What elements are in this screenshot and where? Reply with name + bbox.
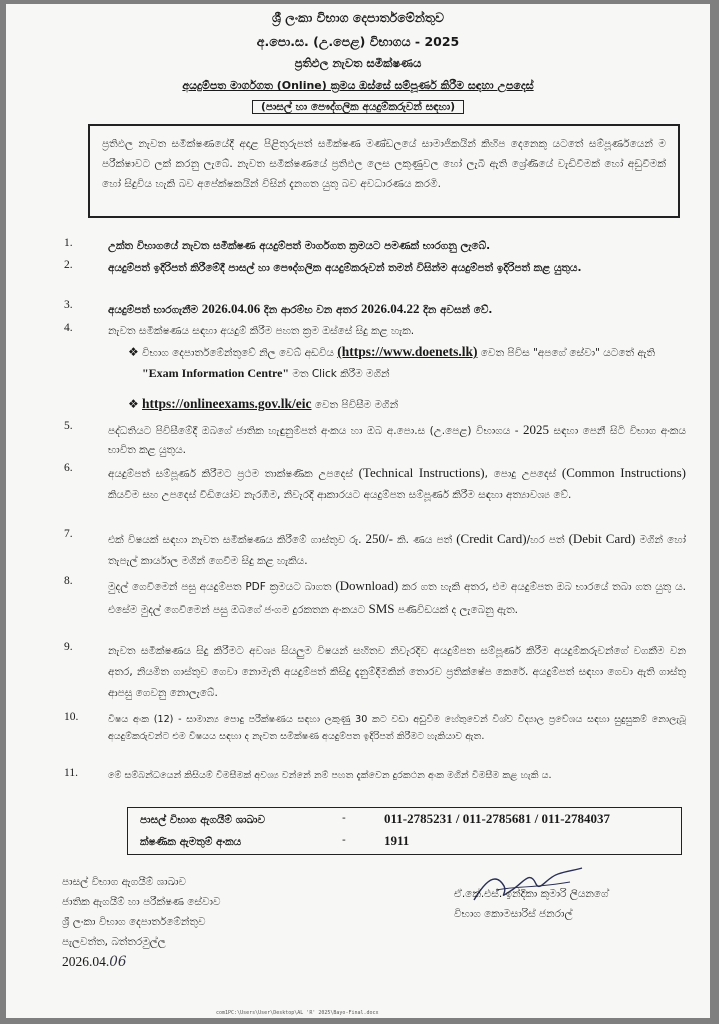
item-text: එක් විෂයක් සඳහා නැවත සමීක්ෂණය කිරීමේ ගාස්තුව රු. xyxy=(108,534,366,546)
exam-title: අ.පො.ස. (උ.පෙළ) විභාගය - 2025 xyxy=(256,34,460,49)
contact-row: ක්ෂණික ඇමතුම් අංකය - 1911 xyxy=(140,833,410,848)
diamond-bullet-icon: ❖ xyxy=(128,345,139,359)
handwritten-day: 06 xyxy=(109,954,127,970)
item-text: පද්ධතියට පිවිසීමේදී ඔබගේ ජාතික හැඳුනුම්පත් අංකය හා ඔබ අ.පො.ස (උ.පෙළ) විභාගය - xyxy=(108,425,524,437)
contact-label: ක්ෂණික ඇමතුම් අංකය xyxy=(140,836,242,848)
item-text: අයදුම්පත් භාරගැනීම xyxy=(108,304,202,316)
item-number: 7. xyxy=(64,528,73,540)
item-text: අයදුම්පත් ඉදිරිපත් කිරීමේදී පාසල් හා පෞද්ගලික අයදුම්කරුවන් තමන් විසින්ම අයදුම්පත් ඉදිරිපත් කළ යුතුය. xyxy=(108,262,582,274)
contact-label: පාසල් විභාග ඇගයීම් ශාඛාව xyxy=(140,814,266,826)
exam-info-centre-label: "Exam Information Centre" xyxy=(142,366,290,380)
item-text: මේ සම්බන්ධයෙන් කිසියම් විමසීමක් අවශ්‍ය වන්නේ නම් පහත දැක්වෙන දුරකථන අංක මගින් විමසීම කළ හැකි ය. xyxy=(108,770,552,781)
item-number: 3. xyxy=(64,299,73,311)
instructions-title: අයදුම්පත මාර්ගගත (Online) ක්‍රමය ඔස්සේ සම්පූර්ණ කිරීම සඳහා උපදෙස් xyxy=(182,79,534,92)
onlineexams-link[interactable]: https://onlineexams.gov.lk/eic xyxy=(142,396,312,411)
item-text: නැවත සමීක්ෂණය සඳහා අයදුම් කිරීම පහත ක්‍රම ඔස්සේ සිදු කළ හැක. xyxy=(108,325,415,337)
doenets-link[interactable]: (https://www.doenets.lk) xyxy=(337,344,478,359)
item-number: 9. xyxy=(64,641,73,653)
notice-box: ප්‍රතිඵල නැවත සමීක්ෂණයේදී අදාළ පිළිතුරුපත් සමීක්ෂණ මණ්ඩලයේ සාමාජිකයින් කිහිප දෙනෙකු යටතේ සම්පූර්ණයෙන් ම පරීක්ෂාවට ලක් කරනු ලැබේ. නැවත සමීක්ෂණයේ ප්‍රතිඵල ලෙස ලකුණුවල හෝ ලැබී ඇති ශ්‍රේණියේ වැඩිවීමක් හෝ අඩුවීමක් හෝ සිදුවිය හැකි බව අපේක්ෂකයින් විසින් දැනගත යුතු බව අවධාරණය කරමි. xyxy=(88,124,680,218)
item-number: 4. xyxy=(64,322,73,334)
item-number: 6. xyxy=(64,462,73,474)
bullet-doenets: ❖ විභාග දෙපාර්තමේන්තුවේ නිල වෙබ් අඩවිය (https://www.doenets.lk) වෙත පිවිස "අපගේ සේවා" යටතේ ඇති "Exam Information Centre" මත Click කිරීම මගින් xyxy=(128,344,656,380)
recorrection-title: ප්‍රතිඵල නැවත සමීක්ෂණය xyxy=(294,56,422,70)
item-number: 11. xyxy=(64,767,78,779)
file-path: com1PC:\Users\User\Desktop\AL 'R' 2025\Bayo-Final.docx xyxy=(216,1010,379,1016)
contact-table xyxy=(127,807,682,855)
applicant-scope-box: (පාසල් හා පෞද්ගලික අයදුම්කරුවන් සඳහා) xyxy=(252,100,464,114)
issuing-office: පාසල් විභාග ඇගයීම් ශාඛාව ජාතික ඇගයීම් හා පරීක්ෂණ සේවාව ශ්‍රී ලංකා විභාග දෙපාර්තමේන්තුව පැලවත්ත, බත්තරමුල්ල 2026.04.06 xyxy=(62,876,221,970)
document-page: ශ්‍රී ලංකා විභාග දෙපාර්තමේන්තුව අ.පො.ස. (උ.පෙළ) විභාගය - 2025 ප්‍රතිඵල නැවත සමීක්ෂණය අයදුම්පත මාර්ගගත (Online) ක්‍රමය ඔස්සේ සම්පූර්ණ කිරීම සඳහා උපදෙස් (පාසල් හා පෞද්ගලික අයදුම්කරුවන් සඳහා) ප්‍රතිඵල නැවත සමීක්ෂණයේදී අදාළ පිළිතුරුපත් සමීක්ෂණ මණ්ඩලයේ සාමාජිකයින් කිහිප දෙනෙකු යටතේ සම්පූර්ණයෙන් ම පරීක්ෂාවට ලක් කරනු ලැබේ. නැවත සමීක්ෂණයේ ප්‍රතිඵල ලෙස ලකුණුවල හෝ ලැබී ඇති ශ්‍රේණියේ වැඩිවීමක් හෝ අඩුවීමක් හෝ සිදුවිය හැකි බව අපේක්ෂකයින් විසින් දැනගත යුතු බව අවධාරණය කරමි. 1. උක්ත විභාගයේ නැවත සමීක්ෂණ අයදුම්පත් මාර්ගගත ක්‍රමයට පමණක් භාරගනු ලැබේ. 2. අයදුම්පත් ඉදිරිපත් කිරීමේදී පාසල් හා පෞද්ගලික අයදුම්කරුවන් තමන් විසින්ම අයදුම්පත් ඉදිරිපත් කළ යුතුය. 3. අයදුම්පත් භාරගැනීම 2026.04.06 දින ආරම්භ වන අතර 2026.04.22 දින අවසන් වේ. 4. නැවත සමීක්ෂණය සඳහා අයදුම් කිරීම පහත ක්‍රම ඔස්සේ සිදු කළ හැක. ❖ විභාග දෙපාර්තමේන්තුවේ නිල වෙබ් අඩවිය (https://www.doenets.lk) වෙත පිවිස "අපගේ සේවා" යටතේ ඇති "Exam Information Centre" මත Click කිරීම මගින් ❖ https://onlineexams.gov.lk/eic වෙත පිවිසීම මගින් 5. පද්ධතියට පිවිසීමේදී ඔබගේ ජාතික හැඳුනුම්පත් අංකය හා ඔබ අ.පො.ස (උ.පෙළ) විභාගය - 2025 සඳහා පෙනී සිටි විභාග අංකය භාවිත කළ යුතුය. 6. අයදුම්පත් සම්පූර්ණ කිරීමට ප්‍රථම තාක්ෂණික උපදෙස් (Technical Instructions), පොදු උපදෙස් (Common Instructions) කියවීම සහ උපදෙස් වීඩියෝව නැරඹීම, නිවැරදි ආකාරයට අයදුම්පත සම්පූර්ණ කිරීම සඳහා අත්‍යාවශ්‍ය වේ. 7. එක් විෂයක් සඳහා නැවත සමීක්ෂණය කිරීමේ ගාස්තුව රු. 250/- කි. ණය පත් (Credit Card)/හර පත් (Debit Card) මගින් හෝ තැපැල් කාර්යාල මගින් ගෙවීම සිදු කළ හැකිය. 8. මුදල් ගෙවීමෙන් පසු අයදුම්පත PDF ක්‍රමයට බාගත (Download) කර ගත හැකි අතර, එම අයදුම්පත ඔබ භාරයේ තබා ගත යුතු ය. එසේම මුදල් ගෙවීමෙන් පසු ඔබගේ ජංගම දුරකතන අංකයට SMS පණිවිඩයක් ද ලැබෙනු ඇත. 9. නැවත සමීක්ෂණය සිදු කිරීමට අවශ්‍ය සියලුම විෂයන් සහිතව නිවැරදිව අයදුම්පත සම්පූර්ණ කිරීම අයදුම්කරුවන්ගේ වගකීම වන අතර, නියමිත ගාස්තුව ගෙවා නොමැති අයදුම්පත් කිසිදු දැනුම්දීමකින් තොරව ප්‍රතික්ෂේප කෙරේ. අයදුම්පත් සඳහා ගෙවා ඇති ගාස්තු ආපසු ගෙවනු නොලැබේ. 10. විෂය අංක (12) - සාමාන්‍ය පොදු පරීක්ෂණය සඳහා ලකුණු 30 කට වඩා අඩුවීම හේතුවෙන් විශ්ව විද්‍යාල ප්‍රවේශය සඳහා සුදුසුකම් නොලැබූ අයදුම්කරුවන්ට එම විෂයය සඳහා ද නැවත සමීක්ෂණ අයදුම්පත ඉදිරිපත් කිරීමට හැකියාව ඇත. 11. මේ සම්බන්ධයෙන් කිසියම් විමසීමක් අවශ්‍ය වන්නේ නම් පහත දැක්වෙන දුරකථන අංක මගින් විමසීම කළ හැකි ය. පාසල් විභාග ඇගයීම් ශාඛාව - 011-2785231 / 011-2785681 / 011-2784037 ක්ෂණික ඇමතුම් අංකය - 1911 පාසල් විභාග ඇගයීම් ශාඛාව ජාතික ඇගයීම් හා පරීක්ෂණ සේවාව ශ්‍රී ලංකා විභාග දෙපාර්තමේන්තුව පැලවත්ත, බත්තරමුල්ල 2026.04.06 ඒ.කේ.එස්. ඉන්දිකා කුමාරි ලියනගේ විභාග කොමසාරිස් ජනරාල් com1PC:\Users\User\Desktop\AL 'R' 2025\Bayo-Final.docx xyxy=(6,4,710,1018)
applicant-scope xyxy=(6,101,710,114)
item-text: අයදුම්පත් සම්පූර්ණ කිරීමට ප්‍රථම තාක්ෂණික උපදෙස් xyxy=(108,468,359,480)
signatory-name: ඒ.කේ.එස්. ඉන්දිකා කුමාරි ලියනගේ xyxy=(454,888,609,900)
signatory xyxy=(454,884,609,924)
bullet-onlineexams: ❖ https://onlineexams.gov.lk/eic වෙත පිවිසීම මගින් xyxy=(142,394,686,415)
item-text: මුදල් ගෙවීමෙන් පසු අයදුම්පත PDF ක්‍රමයට බාගත xyxy=(108,581,336,593)
contact-phone: 011-2785231 / 011-2785681 / 011-2784037 xyxy=(384,811,611,826)
contact-phone: 1911 xyxy=(384,833,410,848)
start-date: 2026.04.06 xyxy=(201,301,261,316)
item-number: 2. xyxy=(64,259,73,271)
department-name: ශ්‍රී ලංකා විභාග දෙපාර්තමේන්තුව xyxy=(272,10,444,25)
item-number: 1. xyxy=(64,237,73,249)
item-number: 5. xyxy=(64,420,73,432)
fee-amount: 250/- xyxy=(365,531,393,546)
item-number: 8. xyxy=(64,575,73,587)
signatory-title: විභාග කොමසාරිස් ජනරාල් xyxy=(454,908,573,920)
item-text: විෂය අංක (12) - සාමාන්‍ය පොදු පරීක්ෂණය සඳහා ලකුණු 30 කට වඩා අඩුවීම හේතුවෙන් විශ්ව විද්‍යාල ප්‍රවේශය සඳහා සුදුසුකම් නොලැබූ අයදුම්කරුවන්ට එම විෂයය සඳහා ද නැවත සමීක්ෂණ අයදුම්පත ඉදිරිපත් කිරීමට හැකියාව ඇත. xyxy=(108,714,686,742)
end-date: 2026.04.22 xyxy=(360,301,420,316)
diamond-bullet-icon: ❖ xyxy=(128,397,139,411)
item-text: නැවත සමීක්ෂණය සිදු කිරීමට අවශ්‍ය සියලුම විෂයන් සහිතව නිවැරදිව අයදුම්පත සම්පූර්ණ කිරීම අයදුම්කරුවන්ගේ වගකීම වන අතර, නියමිත ගාස්තුව ගෙවා නොමැති අයදුම්පත් කිසිදු දැනුම්දීමකින් තොරව ප්‍රතික්ෂේප කෙරේ. අයදුම්පත් සඳහා ගෙවා ඇති ගාස්තු ආපසු ගෙවනු නොලැබේ. xyxy=(108,645,686,699)
item-number: 10. xyxy=(64,711,79,723)
issue-date: 2026.04.06 xyxy=(62,954,127,970)
item-text: උක්ත විභාගයේ නැවත සමීක්ෂණ අයදුම්පත් මාර්ගගත ක්‍රමයට පමණක් භාරගනු ලැබේ. xyxy=(108,240,491,252)
contact-row: පාසල් විභාග ඇගයීම් ශාඛාව - 011-2785231 / 011-2785681 / 011-2784037 xyxy=(140,811,611,826)
